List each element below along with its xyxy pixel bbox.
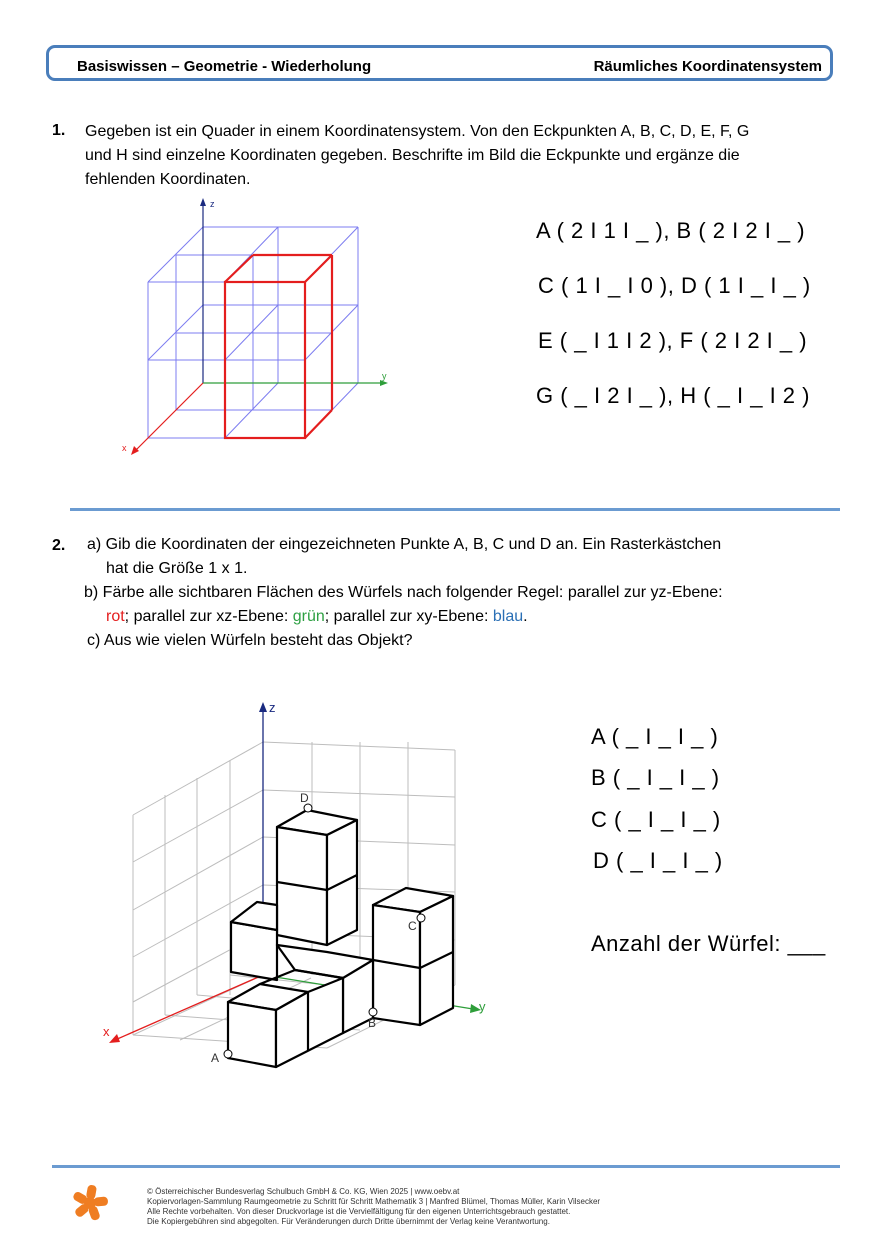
q1-y-label: y (382, 371, 387, 381)
color-word-red: rot (106, 608, 125, 625)
q1-text-line: und H sind einzelne Koordinaten gegeben. Beschrifte im Bild die Eckpunkte und ergänze die (85, 147, 740, 164)
footer-copyright (147, 1187, 847, 1227)
q2-cubes-figure (95, 690, 505, 1090)
header-topic: Basiswissen – Geometrie - Wiederholung (77, 58, 372, 75)
header-chapter: Räumliches Koordinatensystem (593, 58, 822, 75)
q2-line-b2-text: ; parallel zur xz-Ebene: (124, 608, 293, 625)
q2-line-b2-text: ; parallel zur xy-Ebene: (324, 608, 493, 625)
q2-line-b2-end: . (523, 608, 528, 625)
color-word-green: grün (292, 608, 325, 625)
q1-axes (122, 198, 388, 455)
q2-line-b2 (106, 605, 528, 629)
q1-text (85, 120, 855, 192)
q2-line-b1: b) Färbe alle sichtbaren Flächen des Würfels nach folgender Regel: parallel zur yz-Ebene: (84, 584, 723, 601)
footer-divider (52, 1165, 840, 1168)
q1-coord-cd: C ( 1 I _ I 0 ), D ( 1 I _ I _ ) (538, 273, 811, 298)
cube-face (228, 1002, 276, 1067)
point-d-label: D (300, 791, 309, 805)
point-b-marker (369, 1008, 377, 1016)
q1-coord-ab: A ( 2 I 1 I _ ), B ( 2 I 2 I _ ) (536, 218, 806, 243)
point-a-label: A (211, 1051, 220, 1065)
publisher-logo-icon (70, 1183, 110, 1223)
q1-text-line: Gegeben ist ein Quader in einem Koordinatensystem. Von den Eckpunkten A, B, C, D, E, F, G (85, 123, 750, 140)
q2-number: 2. (52, 537, 66, 554)
q1-z-label: z (210, 199, 215, 209)
point-c-label: C (408, 919, 417, 933)
color-word-blue: blau (492, 608, 524, 625)
footer-line: © Österreichischer Bundesverlag Schulbuch GmbH & Co. KG, Wien 2025 | www.oebv.at (147, 1187, 460, 1196)
q2-cubes (228, 810, 453, 1067)
q2-line-a2: hat die Größe 1 x 1. (106, 560, 248, 577)
q2-line-c: c) Aus wie vielen Würfeln besteht das Objekt? (87, 632, 413, 649)
q2-x-label: x (103, 1024, 110, 1039)
q2-answer-a: A ( _ I _ I _ ) (591, 724, 719, 749)
section-divider (70, 508, 840, 511)
point-b-label: B (368, 1016, 377, 1030)
point-a-marker (224, 1050, 232, 1058)
q2-y-label: y (479, 999, 486, 1014)
q1-cuboid-figure (110, 195, 400, 460)
q1-text-line: fehlenden Koordinaten. (85, 171, 251, 188)
q2-z-label: z (269, 700, 276, 715)
q1-x-label: x (122, 443, 127, 453)
point-c-marker (417, 914, 425, 922)
q1-coord-ef: E ( _ I 1 I 2 ), F ( 2 I 2 I _ ) (538, 328, 808, 353)
q1-coord-gh: G ( _ I 2 I _ ), H ( _ I _ I 2 ) (536, 383, 810, 408)
page-header (46, 45, 833, 81)
q2-line-a1: a) Gib die Koordinaten der eingezeichneten Punkte A, B, C und D an. Ein Rasterkästchen (87, 536, 722, 553)
cube-face (231, 922, 277, 980)
q2-answer-d: D ( _ I _ I _ ) (593, 848, 723, 873)
footer-line: Alle Rechte vorbehalten. Von dieser Druckvorlage ist die Vervielfältigung für den eigenen Unterrichtsgebrauch gestattet. (147, 1207, 571, 1216)
footer-line: Kopiervorlagen-Sammlung Raumgeometrie zu Schritt für Schritt Mathematik 3 | Manfred Blümel, Thomas Müller, Karin Vilsecker (147, 1197, 601, 1206)
q2-cube-count: Anzahl der Würfel: ___ (591, 931, 826, 956)
q1-number: 1. (52, 122, 66, 139)
footer-line: Die Kopiergebühren sind abgegolten. Für Veränderungen durch Dritte übernimmt der Verlag keine Verantwortung. (147, 1217, 550, 1226)
q2-answer-c: C ( _ I _ I _ ) (591, 807, 721, 832)
q2-answer-b: B ( _ I _ I _ ) (591, 765, 720, 790)
point-d-marker (304, 804, 312, 812)
